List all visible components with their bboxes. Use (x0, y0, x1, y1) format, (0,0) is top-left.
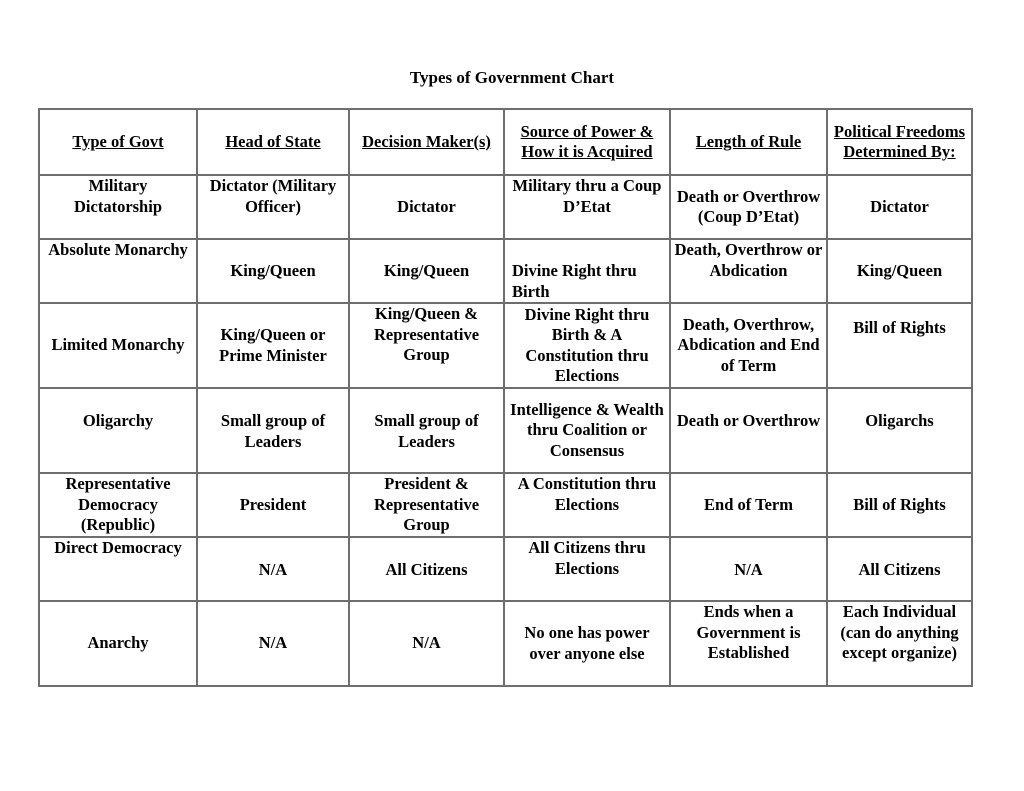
header-source-of-power: Source of Power & How it is Acquired (504, 109, 670, 175)
header-type-of-govt: Type of Govt (39, 109, 197, 175)
cell-political-freedoms: Bill of Rights (827, 473, 972, 537)
cell-type: Limited Monarchy (39, 303, 197, 388)
table-row (39, 239, 972, 303)
cell-type: Absolute Monarchy (39, 239, 197, 303)
cell-head-of-state: King/Queen (197, 239, 349, 303)
document-title: Types of Government Chart (409, 68, 615, 87)
header-head-of-state: Head of State (197, 109, 349, 175)
cell-length-of-rule: Death, Overthrow, Abdication and End of Term (670, 303, 827, 388)
cell-length-of-rule: Death or Overthrow (Coup D’Etat) (670, 175, 827, 239)
header-political-freedoms: Political Freedoms Determined By: (827, 109, 972, 175)
table-row (39, 601, 972, 686)
cell-type: Oligarchy (39, 388, 197, 473)
cell-head-of-state: N/A (197, 537, 349, 601)
cell-source-of-power: Divine Right thru Birth & A Constitution thru Elections (504, 303, 670, 388)
cell-head-of-state: President (197, 473, 349, 537)
table-row (39, 473, 972, 537)
cell-type: Representative Democracy (Republic) (39, 473, 197, 537)
cell-political-freedoms: King/Queen (827, 239, 972, 303)
cell-source-of-power: No one has power over anyone else (504, 601, 670, 686)
cell-political-freedoms: Dictator (827, 175, 972, 239)
cell-length-of-rule: Ends when a Government is Established (670, 601, 827, 686)
cell-length-of-rule: N/A (670, 537, 827, 601)
cell-source-of-power: All Citizens thru Elections (504, 537, 670, 601)
table-row (39, 303, 972, 388)
header-decision-makers: Decision Maker(s) (349, 109, 504, 175)
cell-decision-makers: King/Queen & Representative Group (349, 303, 504, 388)
cell-type: Anarchy (39, 601, 197, 686)
cell-length-of-rule: End of Term (670, 473, 827, 537)
cell-head-of-state: King/Queen or Prime Minister (197, 303, 349, 388)
cell-source-of-power: A Constitution thru Elections (504, 473, 670, 537)
cell-head-of-state: Small group of Leaders (197, 388, 349, 473)
cell-decision-makers: All Citizens (349, 537, 504, 601)
cell-length-of-rule: Death or Overthrow (670, 388, 827, 473)
cell-source-of-power: Intelligence & Wealth thru Coalition or Consensus (504, 388, 670, 473)
government-types-table (38, 108, 973, 687)
cell-political-freedoms: Each Individual (can do anything except organize) (827, 601, 972, 686)
cell-head-of-state: N/A (197, 601, 349, 686)
cell-decision-makers: President & Representative Group (349, 473, 504, 537)
cell-decision-makers: N/A (349, 601, 504, 686)
cell-type: Military Dictatorship (39, 175, 197, 239)
cell-decision-makers: King/Queen (349, 239, 504, 303)
cell-source-of-power: Divine Right thru Birth (504, 239, 670, 303)
table-header-row (39, 109, 972, 175)
cell-decision-makers: Dictator (349, 175, 504, 239)
header-length-of-rule: Length of Rule (670, 109, 827, 175)
table-row (39, 175, 972, 239)
table-row (39, 537, 972, 601)
cell-head-of-state: Dictator (Military Officer) (197, 175, 349, 239)
cell-political-freedoms: Oligarchs (827, 388, 972, 473)
cell-political-freedoms: All Citizens (827, 537, 972, 601)
cell-source-of-power: Military thru a Coup D’Etat (504, 175, 670, 239)
cell-type: Direct Democracy (39, 537, 197, 601)
cell-length-of-rule: Death, Overthrow or Abdication (670, 239, 827, 303)
cell-political-freedoms: Bill of Rights (827, 303, 972, 388)
cell-decision-makers: Small group of Leaders (349, 388, 504, 473)
table-row (39, 388, 972, 473)
